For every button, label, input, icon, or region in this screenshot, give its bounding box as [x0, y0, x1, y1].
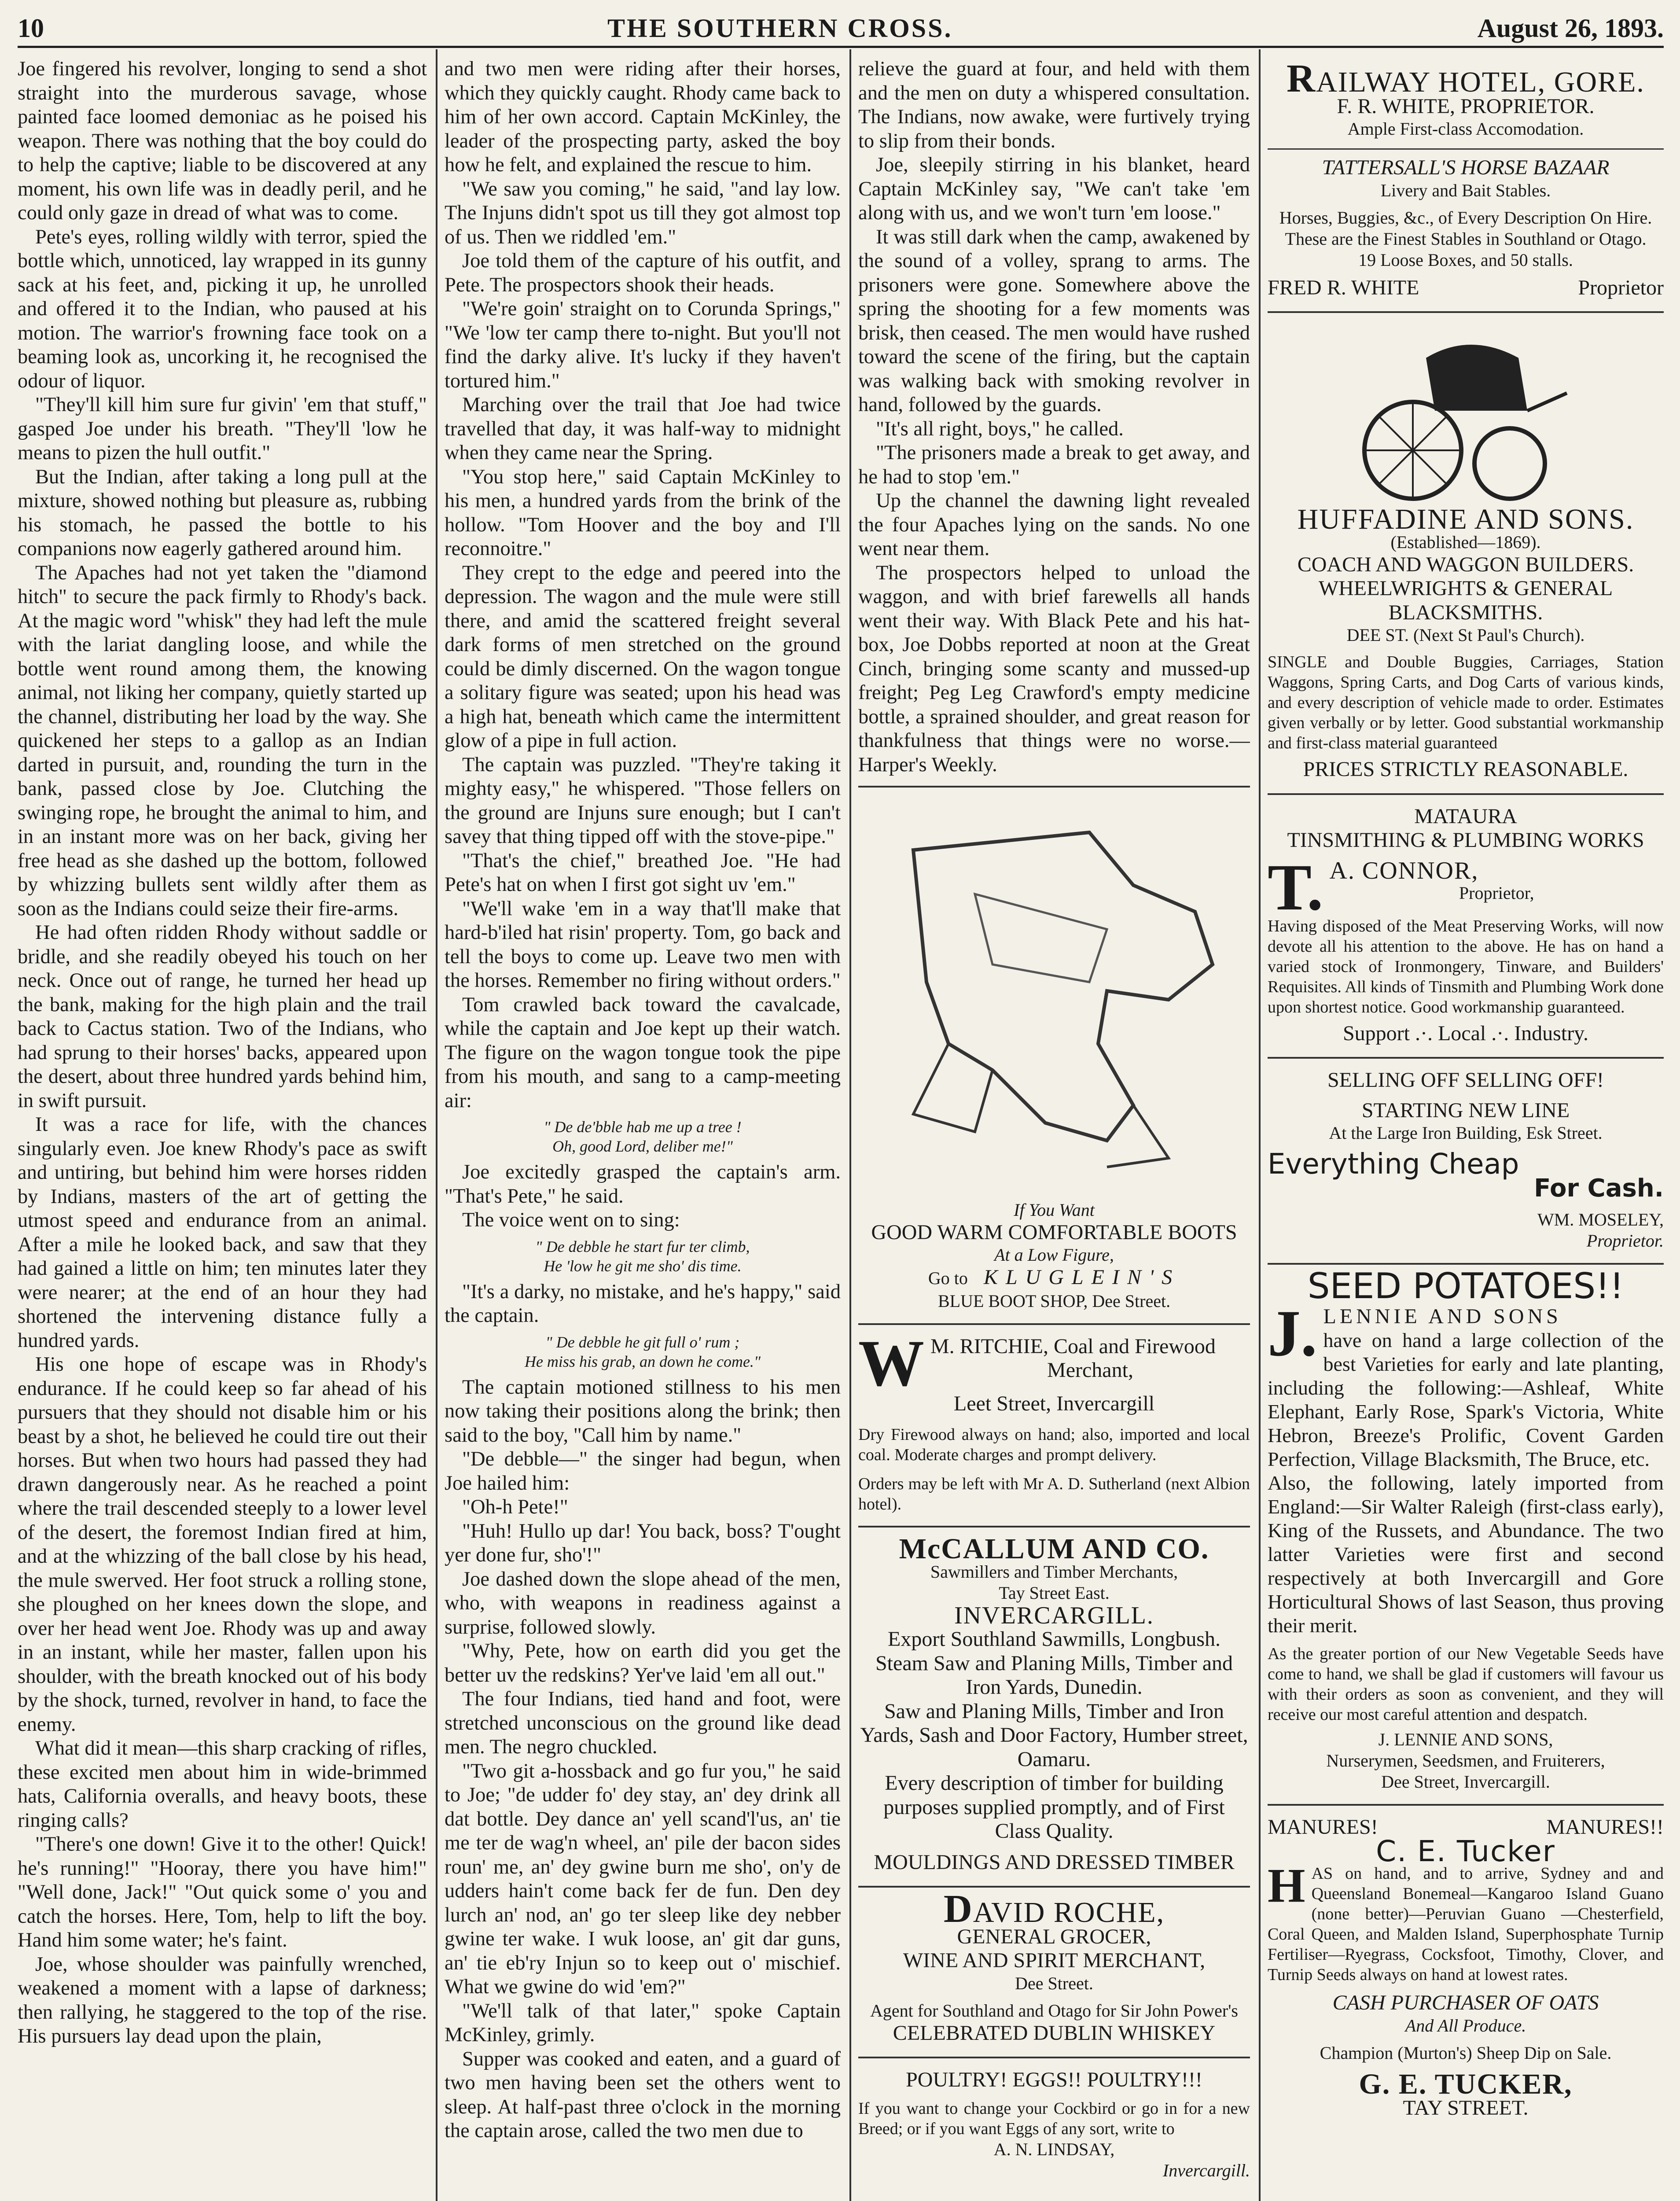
- ad-line: Leet Street, Invercargill: [953, 1391, 1155, 1415]
- paragraph: "De debble—" the singer had begun, when Joe hailed him:: [445, 1448, 841, 1494]
- drop-cap: M: [899, 1533, 927, 1565]
- paragraph: Joe excitedly grasped the captain's arm. "That's Pete," he said.: [445, 1161, 841, 1207]
- boots-advertisement: [858, 788, 1250, 1325]
- paragraph: Supper was cooked and eaten, and a guard of two men having been set the others went to sleep. At half-past three o'clock in the morning the captain arose, called the two men due to: [445, 2047, 841, 2142]
- ad-role: Proprietor.: [1586, 1231, 1664, 1251]
- ad-headline: For Cash.: [1534, 1174, 1664, 1203]
- story-conclusion: [858, 57, 1250, 788]
- ad-signature: G. E. TUCKER,: [1359, 2068, 1573, 2100]
- ad-body: Also, the following, lately imported from England:—Sir Walter Raleigh (first-class early), King of the Russets, and Abundance. The two latter Varieties were first and second respectively at both Invercargill and Gore Horticultural Shows of last Season, thus proving their merit.: [1268, 1472, 1664, 1637]
- paragraph: "They'll kill him sure fur givin' 'em that stuff," gasped Joe under his breath. "They'll 'low he means to pizen the hull outfit.": [18, 394, 427, 464]
- ad-line: WINE AND SPIRIT MERCHANT,: [903, 1949, 1206, 1972]
- ad-signature: J. LENNIE AND SONS,: [1378, 1730, 1553, 1749]
- ad-line: Every description of timber for building purposes supplied promptly, and of First Class Quality.: [883, 1771, 1225, 1843]
- paragraph: "It's all right, boys," he called.: [876, 417, 1124, 440]
- paragraph: "Oh-h Pete!": [462, 1496, 568, 1518]
- paragraph: Joe dashed down the slope ahead of the men, who, with weapons in readiness against a surprise, followed slowly.: [445, 1568, 841, 1638]
- ad-note: Orders may be left with Mr A. D. Sutherland (next Albion hotel).: [858, 1475, 1250, 1513]
- ad-body: Dry Firewood always on hand; also, imported and local coal. Moderate charges and prompt delivery.: [858, 1425, 1250, 1464]
- ad-line: Steam Saw and Planing Mills, Timber and Iron Yards, Dunedin.: [875, 1651, 1233, 1699]
- paragraph: "We'll wake 'em in a way that'll make that hard-b'iled hat risin' property. Tom, go back and tell the boys to come up. Leave two men with the horses. Remember no firing without orders.": [445, 897, 841, 992]
- paragraph: Pete's eyes, rolling wildly with terror, spied the bottle which, unnoticed, lay wrapped in its gunny sack at his feet, and, picking it up, he unrolled and offered it to the Indian, who paused at his motion. The warrior's frowning face took on a beaming look as, uncorking it, he recognised the odour of liquor.: [18, 225, 427, 392]
- ad-line: If You Want: [1014, 1200, 1095, 1220]
- ad-body: As the greater portion of our New Vegetable Seeds have come to hand, we shall be glad if customers will favour us with their orders as soon as convenient, and they will receive our most careful attention and despatch.: [1268, 1645, 1664, 1724]
- ad-line: Export Southland Sawmills, Longbush.: [888, 1627, 1220, 1651]
- ad-name: C. E. Tucker: [1376, 1834, 1555, 1868]
- drop-cap: D: [943, 1887, 973, 1931]
- signature-role: Proprietor: [1578, 276, 1664, 299]
- song-verse: [445, 1237, 841, 1276]
- paragraph: Joe fingered his revolver, longing to send a shot straight into the murderous savage, whose painted face loomed demoniac as he poised his weapon. There was nothing that the boy could do to help the captive; liable to be discovered at any moment, his own life was in deadly peril, and he could only gaze in dread of what was to come.: [18, 58, 427, 224]
- buggy-illustration: [1360, 323, 1571, 508]
- ad-line: Livery and Bait Stables.: [1380, 180, 1551, 200]
- verse-line: " De de'bble hab me up a tree !: [544, 1118, 742, 1136]
- column-3: [858, 57, 1250, 2201]
- moseley-advertisement: [1268, 1059, 1664, 1265]
- ad-line: TATTERSALL'S HORSE BAZAAR: [1268, 148, 1664, 180]
- column-divider: [1259, 49, 1261, 2201]
- ad-signature: Dee Street, Invercargill.: [1381, 1772, 1550, 1792]
- ad-line: Sawmillers and Timber Merchants,: [930, 1561, 1178, 1582]
- issue-date: August 26, 1893.: [1477, 14, 1664, 43]
- signature-name: FRED R. WHITE: [1268, 276, 1419, 299]
- drop-cap: J.: [1268, 1296, 1317, 1370]
- ad-line: Go to: [928, 1268, 968, 1288]
- ad-title-text: AVID ROCHE,: [973, 1896, 1165, 1929]
- paragraph: It was a race for life, with the chances singularly even. Joe knew Rhody's pace as swift and untiring, but behind him were horses ridden by Indians, masters of the art of getting the utmost speed and endurance from an animal. After a mile he looked back, and saw that they had gained a little on him; ten minutes later they were nearer; at the end of an hour they had shortened the intervening distance fully a hundred yards.: [18, 1113, 427, 1352]
- ad-line: At the Large Iron Building, Esk Street.: [1329, 1123, 1603, 1143]
- paragraph: The voice went on to sing:: [462, 1209, 680, 1231]
- ad-role: Proprietor,: [1459, 883, 1534, 903]
- huffadine-advertisement: [1268, 313, 1664, 795]
- ad-title: SEED POTATOES!!: [1307, 1266, 1624, 1307]
- ad-signature: A. N. LINDSAY,: [993, 2139, 1115, 2159]
- paragraph: It was still dark when the camp, awakened by the sound of a volley, sprang to arms. The prisoners were gone. Somewhere above the spring the shooting for a few moments was brisk, then ceased. The men would have rushed toward the scene of the firing, but the captain was walking back with smoking revolver in hand, followed by the guards.: [858, 225, 1250, 416]
- ad-place: Invercargill.: [1162, 2160, 1250, 2180]
- paragraph: "Two git a-hossback and go fur you," he said to Joe; "de udder fo' dey stay, an' dey drink all dat bottle. Dey dance an' yell scand'l'us, an' tie me ter de wag'n wheel, an' pile der bacon sides roun' me, an' dey gwine burn me sho', on'y de udders hain't come back fer de fun. Den dey lurch an' nod, an' go ter sleep like dey nebber gwine ter wake. I wuk loose, an' git dar guns, an' tie eb'ry Injun so to keep out o' mischief. What we gwine do wid 'em?": [445, 1759, 841, 1998]
- ad-line: DEE ST. (Next St Paul's Church).: [1346, 625, 1585, 645]
- ad-line: GOOD WARM COMFORTABLE BOOTS: [871, 1220, 1237, 1244]
- ad-motto: Support .·. Local .·. Industry.: [1342, 1021, 1589, 1045]
- ad-line: Ample First-class Accomodation.: [1347, 119, 1584, 139]
- verse-line: He miss his grab, an down he come.": [524, 1352, 761, 1370]
- ad-body: SINGLE and Double Buggies, Carriages, Station Waggons, Spring Carts, and Dog Carts of various kinds, and every description of vehicle made to order. Estimates given verbally or by letter. Good substantial workmanship and first-class material guaranteed: [1268, 653, 1664, 752]
- column-divider: [436, 49, 437, 2201]
- paragraph: The Apaches had not yet taken the "diamond hitch" to secure the pack firmly to Rhody's back. At the magic word "whisk" they had left the mule with the lariat dangling loose, and while the bottle went round among them, the knowing animal, not liking her company, quietly started up the channel, distributing her load by the way. She quickened her steps to a gallop as an Indian darted in pursuit, and, rounding the turn in the bank, passed close by Joe. Clutching the swinging rope, he brought the animal to him, and in an instant more was on her back, giving her free head as she dashed up the bottom, followed by whizzing bullets sent wildly after them as soon as the Indians could seize their fire-arms.: [18, 561, 427, 920]
- shop-name: KLUGLEIN'S: [983, 1266, 1180, 1289]
- ad-line: M. RITCHIE, Coal and Firewood: [930, 1334, 1216, 1358]
- ad-line: At a Low Figure,: [994, 1245, 1114, 1265]
- ad-title-text: cCALLUM AND CO.: [927, 1533, 1209, 1565]
- ad-line: TINSMITHING & PLUMBING WORKS: [1287, 828, 1644, 852]
- ad-line: Saw and Planing Mills, Timber and Iron Yards, Sash and Door Factory, Humber street, Oamaru.: [860, 1699, 1248, 1771]
- paragraph: "There's one down! Give it to the other! Quick! he's running!" "Hooray, there you have him!" "Well done, Jack!" "Out quick some o' you and catch the horses. Here, Tom, help to lift the boy. Hand him some water; he's faint.: [18, 1833, 427, 1951]
- ad-line: BLACKSMITHS.: [1388, 600, 1543, 624]
- paragraph: "We'll talk of that later," spoke Captain McKinley, grimly.: [445, 1999, 841, 2046]
- story-column-2: [445, 57, 841, 2201]
- verse-line: Oh, good Lord, deliber me!": [552, 1137, 733, 1155]
- column-4-advertisements: [1268, 57, 1664, 2201]
- ad-title: HUFFADINE AND SONS.: [1297, 503, 1634, 535]
- verse-line: He 'low he git me sho' dis time.: [544, 1257, 742, 1275]
- ad-body: have on hand a large collection of the best Varieties for early and late planting, including the following:—Ashleaf, White Elephant, Early Rose, Spark's Victoria, White Hebron, Breeze's Prolific, Covent Garden Perfection, Village Blacksmith, The Bruce, etc.: [1268, 1329, 1664, 1470]
- ad-title-text: MANURES!: [1268, 1815, 1378, 1839]
- ad-name: A. CONNOR,: [1329, 857, 1479, 884]
- paragraph: The prospectors helped to unload the waggon, and with brief farewells all hands went their way. With Black Pete and his hat-box, Joe Dobbs reported at noon at the Great Cinch, bringing some scanty and mussed-up freight; Peg Leg Crawford's empty medicine bottle, a sprained shoulder, and great reason for thankfulness that things were no worse.—Harper's Weekly.: [858, 561, 1250, 776]
- ad-signature: [1268, 276, 1664, 300]
- paragraph: Up the channel the dawning light revealed the four Apaches lying on the sands. No one went near them.: [858, 490, 1250, 560]
- ad-line: COACH AND WAGGON BUILDERS.: [1297, 552, 1634, 576]
- ad-line: INVERCARGILL.: [954, 1601, 1154, 1629]
- ad-shop-name: [858, 1266, 1250, 1291]
- ad-line: Horses, Buggies, &c., of Every Description On Hire. These are the Finest Stables in Southland or Otago.: [1279, 207, 1652, 249]
- ad-line: And All Produce.: [1405, 2015, 1526, 2035]
- drop-cap: T.: [1268, 850, 1323, 924]
- paragraph: "We're goin' straight on to Corunda Springs," "We 'low ter camp there to-night. But you'll not find the darky alive. It's lucky if they haven't tortured him.": [445, 298, 841, 392]
- column-divider: [849, 49, 851, 2201]
- ad-signature: WM. MOSELEY,: [1537, 1210, 1664, 1229]
- paragraph: "You stop here," said Captain McKinley to his men, a hundred yards from the brink of the hollow. "Tom Hoover and the boy and I'll reconnoitre.": [445, 465, 841, 560]
- paragraph: "The prisoners made a break to get away, and he had to stop 'em.": [858, 442, 1250, 488]
- drop-cap: H: [1268, 1859, 1305, 1912]
- paragraph: His one hope of escape was in Rhody's endurance. If he could keep so far ahead of his pursuers that they should not disable him or his beast by a shot, he believed he could tire out their horses. But when two hours had passed they had drawn dangerously near. As he reached a point where the trail descended steeply to a lower level of the desert, the foremost Indian fired at him, and at the whizzing of the ball close by his head, the mule swerved. Her foot struck a rolling stone, she ploughed on her knees down the slope, and over her head went Joe. Rhody was up and away in an instant, while her master, fallen upon his shoulder, with the breath knocked out of his body by the shock, turned, revolver in hand, to face the enemy.: [18, 1353, 427, 1736]
- ritchie-advertisement: [858, 1325, 1250, 1528]
- ad-footer: PRICES STRICTLY REASONABLE.: [1303, 758, 1629, 781]
- ad-signature: Nurserymen, Seedsmen, and Fruiterers,: [1326, 1751, 1605, 1770]
- ad-line: STARTING NEW LINE: [1361, 1098, 1570, 1122]
- paragraph: "Why, Pete, how on earth did you get the better uv the redskins? Yer've laid 'em all out.": [445, 1640, 841, 1686]
- paragraph: But the Indian, after taking a long pull at the mixture, showed nothing but pleasure as, rubbing his stomach, he passed the bottle to his companions now eagerly gathered around him.: [18, 465, 427, 560]
- ad-title: [858, 1533, 1250, 1565]
- page-number: 10: [18, 14, 44, 43]
- masthead: [18, 9, 1664, 44]
- ad-lead: LENNIE AND SONS: [1323, 1304, 1562, 1328]
- ad-address: BLUE BOOT SHOP, Dee Street.: [937, 1291, 1171, 1311]
- verse-line: " De debble he git full o' rum ;: [545, 1333, 740, 1351]
- ad-line: Agent for Southland and Otago for Sir John Power's: [870, 2000, 1238, 2021]
- verse-line: " De debble he start fur ter climb,: [535, 1237, 750, 1255]
- lennie-advertisement: [1268, 1265, 1664, 1806]
- paragraph: "That's the chief," breathed Joe. "He had Pete's hat on when I first got sight uv 'em.": [445, 849, 841, 896]
- tucker-advertisement: [1268, 1806, 1664, 2132]
- song-verse: [445, 1117, 841, 1156]
- ad-line: Dee Street.: [1015, 1973, 1093, 1993]
- paragraph: Tom crawled back toward the cavalcade, while the captain and Joe kept up their watch. The figure on the wagon tongue took the pipe from his mouth, and sang to a camp-meeting air:: [445, 993, 841, 1112]
- ad-line: Merchant,: [1047, 1358, 1133, 1382]
- paragraph: What did it mean—this sharp cracking of rifles, these excited men about him in wide-brimmed hats, California overalls, and heavy boots, these ringing calls?: [18, 1737, 427, 1832]
- ad-line: WHEELWRIGHTS & GENERAL: [1318, 577, 1613, 600]
- paragraph: They crept to the edge and peered into the depression. The wagon and the mule were still there, and amid the scattered freight several dark forms of men stretched on the ground could be dimly discerned. On the wagon tongue a solitary figure was seated; upon his head was a high hat, beneath which came the intermittent glow of a pipe in full action.: [445, 561, 841, 752]
- boots-illustration: [858, 797, 1250, 1193]
- paragraph: Joe, sleepily stirring in his blanket, heard Captain McKinley say, "We can't take 'em along with us, and we won't turn 'em loose.": [858, 154, 1250, 224]
- paragraph: relieve the guard at four, and held with them and the men on duty a whispered consultation. The Indians, now awake, were furtively trying to slip from their bonds.: [858, 58, 1250, 152]
- mccallum-advertisement: [858, 1527, 1250, 1888]
- drop-cap: R: [1287, 57, 1316, 100]
- paragraph: He had often ridden Rhody without saddle or bridle, and she readily obeyed his touch on her neck. Once out of range, he turned her head up the bank, making for the high plain and the trail back to Cactus station. Two of the Indians, who had sprung to their horses' backs, appeared upon the desert, about three hundred yards behind him, in swift pursuit.: [18, 921, 427, 1112]
- paragraph: The four Indians, tied hand and foot, were stretched unconscious on the ground like dead men. The negro chuckled.: [445, 1688, 841, 1758]
- roche-advertisement: [858, 1888, 1250, 2058]
- paragraph: Marching over the trail that Joe had twice travelled that day, it was half-way to midnight when they came near the Spring.: [445, 394, 841, 464]
- ad-title-text: AILWAY HOTEL, GORE.: [1316, 66, 1645, 98]
- ad-title: POULTRY! EGGS!! POULTRY!!!: [906, 2068, 1202, 2091]
- paragraph: Joe told them of the capture of his outfit, and Pete. The prospectors shook their heads.: [445, 250, 841, 296]
- poultry-advertisement: [858, 2058, 1250, 2193]
- paragraph: Joe, whose shoulder was painfully wrenched, weakened a moment with a lapse of darkness; then rallying, he staggered to the top of the rise. His pursuers lay dead upon the plain,: [18, 1953, 427, 2047]
- drop-cap: W: [858, 1326, 924, 1400]
- railway-hotel-advertisement: [1268, 57, 1664, 313]
- ad-line: (Established—1869).: [1390, 532, 1541, 552]
- connor-advertisement: [1268, 795, 1664, 1059]
- ad-line: MATAURA: [1414, 804, 1517, 828]
- newspaper-title: THE SOUTHERN CROSS.: [607, 14, 953, 43]
- paragraph: "Huh! Hullo up dar! You back, boss? T'ought yer done fur, sho'!": [445, 1520, 841, 1566]
- song-verse: [445, 1332, 841, 1371]
- ad-headline: Everything Cheap: [1268, 1148, 1519, 1181]
- ad-body: Having disposed of the Meat Preserving Works, will now devote all his attention to the above. He has on hand a varied stock of Ironmongery, Tinware, and Builders' Requisites. All kinds of Tinsmith and Plumbing Work done upon shortest notice. Good workmanship guaranteed.: [1268, 916, 1664, 1016]
- ad-line: GENERAL GROCER,: [957, 1925, 1151, 1948]
- paragraph: The captain was puzzled. "They're taking it mighty easy," he whispered. "Those fellers on the ground are Injuns sure enough; but I can't savey that thing tipped off with the stove-pipe.": [445, 753, 841, 848]
- ad-body: AS on hand, and to arrive, Sydney and and Queensland Bonemeal—Kangaroo Island Guano (none better)—Peruvian Guano —Chesterfield, Coral Queen, and Malden Island, Superphosphate Turnip Fertiliser—Ryegrass, Cocksfoot, Timothy, Clover, and Turnip Seeds always on hand at lowest rates.: [1268, 1864, 1664, 1984]
- ad-line: CELEBRATED DUBLIN WHISKEY: [893, 2021, 1216, 2045]
- masthead-rule: [18, 46, 1664, 48]
- ad-line: CASH PURCHASER OF OATS: [1332, 1991, 1599, 2014]
- ad-line: F. R. WHITE, PROPRIETOR.: [1337, 94, 1595, 118]
- ad-line: Champion (Murton's) Sheep Dip on Sale.: [1320, 2043, 1612, 2063]
- ad-line: Tay Street East.: [999, 1583, 1110, 1603]
- paragraph: "It's a darky, no mistake, and he's happy," said the captain.: [445, 1280, 841, 1327]
- story-column-1: [18, 57, 427, 2201]
- ad-signature: TAY STREET.: [1403, 2096, 1529, 2120]
- paragraph: "We saw you coming," he said, "and lay low. The Injuns didn't spot us till they got almost top of us. Then we riddled 'em.": [445, 177, 841, 248]
- ad-title-text: MANURES!!: [1546, 1815, 1664, 1839]
- ad-title: SELLING OFF SELLING OFF!: [1327, 1068, 1604, 1092]
- ad-footer: MOULDINGS AND DRESSED TIMBER: [874, 1850, 1235, 1874]
- ad-title: [1268, 57, 1664, 100]
- ad-body: If you want to change your Cockbird or go in for a new Breed; or if you want Eggs of any sort, write to: [858, 2099, 1250, 2138]
- paragraph: The captain motioned stillness to his men now taking their positions along the brink; then said to the boy, "Call him by name.": [445, 1376, 841, 1446]
- ad-title: [858, 1887, 1250, 1931]
- paragraph: and two men were riding after their horses, which they quickly caught. Rhody came back to him of her own accord. Captain McKinley, the leader of the prospecting party, asked the boy how he felt, and explained the rescue to him.: [445, 58, 841, 176]
- ad-line: 19 Loose Boxes, and 50 stalls.: [1358, 250, 1573, 270]
